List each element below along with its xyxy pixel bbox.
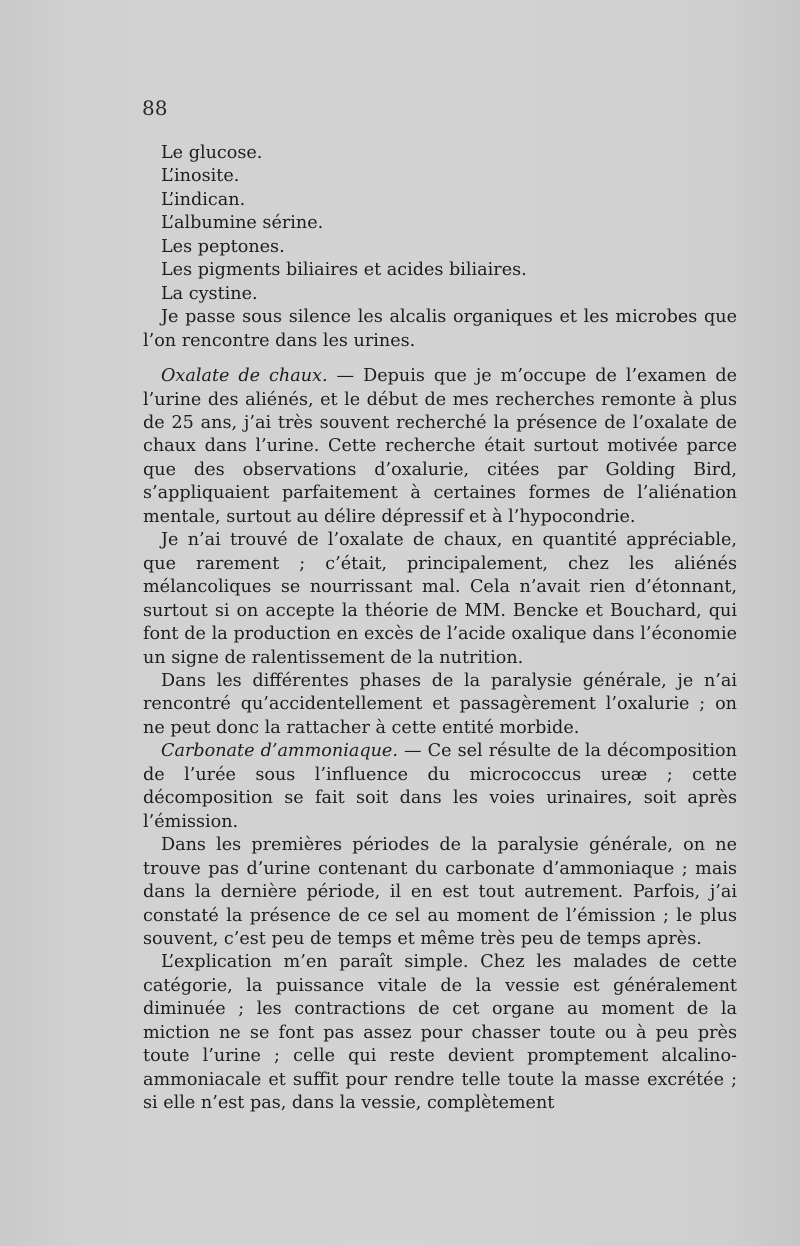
page-number: 88 [142,96,168,120]
list-item: Le glucose. [161,143,263,163]
list-item: La cystine. [161,283,258,304]
paragraph-text: Dans les premières périodes de la paralysie générale, on ne trouve pas d’urine contenant du carbonate d’ammoniaque ; mais dans la dernière période, il en est tout autrement. Parfois, j’ai constaté la présence de ce sel au moment de l’émission ; le plus souvent, c’est peu de temps et même très peu de temps après. [143,835,737,949]
section-heading-carbonate: Carbonate d’ammoniaque. [161,741,398,762]
paragraph-text: Je n’ai trouvé de l’oxalate de chaux, en quantité appréciable, que rarement ; c’était, principalement, chez les aliénés mélancoliques se nourrissant mal. Cela n’avait rien d’étonnant, surtout si on accepte la théorie de MM. Bencke et Bouchard, qui font de la production en excès de l’acide oxalique dans l’économie un signe de ralentissement de la nutrition. [143,530,737,668]
list-item: L’inosite. [161,166,240,187]
paragraph-text: — Depuis que je m’occupe de l’examen de l’urine des aliénés, et le début de mes recherches remonte à plus de 25 ans, j’ai très souvent recherché la présence de l’oxalate de chaux dans l’urine. Cette recherche était surtout motivée parce que des observations d’oxalurie, citées par Golding Bird, s’appliquaient parfaitement à certaines formes de l’aliénation mentale, surtout au délire dépressif et à l’hypocondrie. [143,366,737,527]
paragraph-text: L’explication m’en paraît simple. Chez les malades de cette catégorie, la puissance vitale de la vessie est généralement diminuée ; les contractions de cet organe au moment de la miction ne se font pas assez pour chasser toute ou à peu près toute l’urine ; celle qui reste devient promptement alcalino-ammoniacale et suffit pour rendre telle toute la masse excrétée ; si elle n’est pas, dans la vessie, complètement [143,952,737,1114]
paragraph [143,365,737,529]
paragraph-text: Dans les différentes phases de la paralysie générale, je n’ai rencontré qu’accidentellement et passagèrement l’oxalurie ; on ne peut donc la rattacher à cette entité morbide. [143,670,737,738]
paragraph-text: — Ce sel résulte de la décomposition de l’urée sous l’influence du micrococcus ureæ ; cette décomposition se fait soit dans les voies urinaires, soit après l’émission. [143,741,737,832]
paragraph [143,951,737,1115]
paragraph [143,529,737,670]
substance-list [143,142,737,306]
paragraph [143,740,737,834]
paragraph [143,834,737,951]
paragraph-text: Je passe sous silence les alcalis organiques et les microbes que l’on rencontre dans les urines. [143,307,737,351]
paragraph [143,670,737,740]
section-heading-oxalate: Oxalate de chaux. [161,366,328,387]
list-item: L’indican. [161,189,246,210]
body-text [143,142,737,1116]
paragraph [143,306,737,353]
list-item: Les peptones. [161,236,285,257]
list-item: L’albumine sérine. [161,213,324,234]
list-item: Les pigments biliaires et acides biliaires. [161,260,527,281]
